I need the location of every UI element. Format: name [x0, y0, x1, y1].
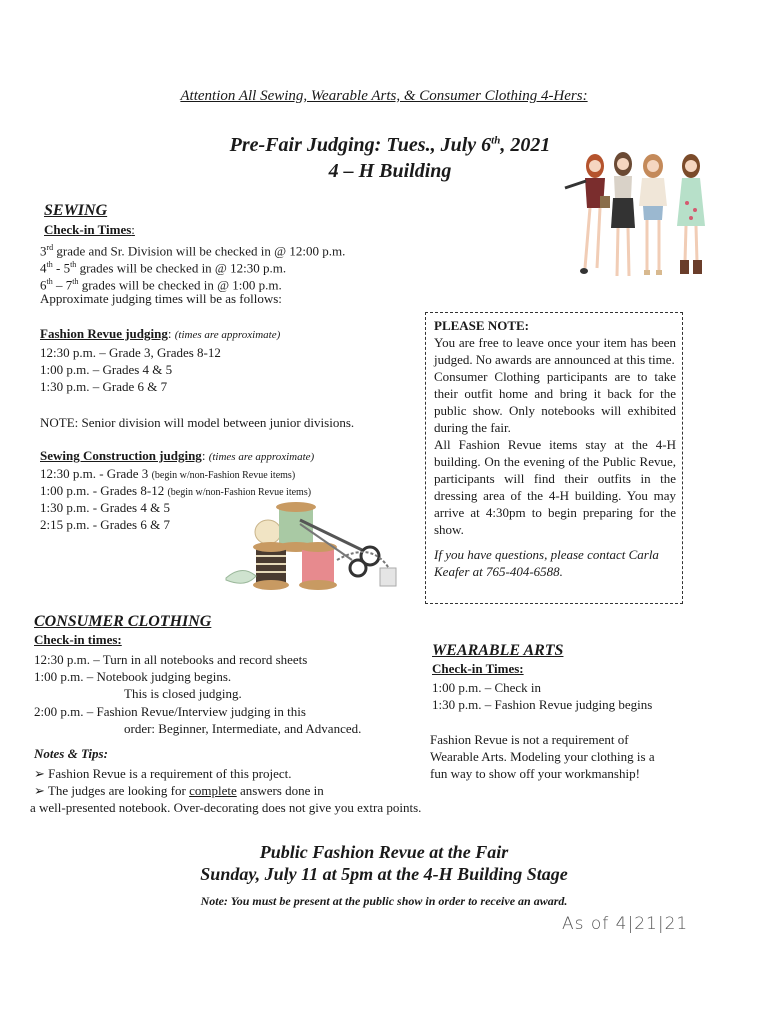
- notes-tips-heading: Notes & Tips:: [34, 746, 108, 761]
- please-note-title: PLEASE NOTE:: [434, 318, 529, 333]
- construction-heading: Sewing Construction judging: (times are approximate): [40, 448, 315, 463]
- fashion-revue-heading: Fashion Revue judging: (times are approximate): [40, 326, 281, 341]
- fashion-figure-2: [600, 152, 635, 276]
- wearable-para-line: fun way to show off your workmanship!: [430, 766, 640, 781]
- consumer-line: 1:00 p.m. – Notebook judging begins.: [34, 669, 232, 684]
- please-note-contact: If you have questions, please contact Carla Keafer at 765-404-6588.: [434, 547, 659, 579]
- consumer-line: This is closed judging.: [124, 686, 242, 701]
- consumer-line: order: Beginner, Intermediate, and Advanced.: [124, 721, 362, 736]
- construction-time-line: 1:30 p.m. - Grades 4 & 5: [40, 500, 170, 515]
- construction-time-line: 12:30 p.m. - Grade 3 (begin w/non-Fashion Revue items): [40, 466, 296, 481]
- wearable-para-line: Fashion Revue is not a requirement of: [430, 732, 629, 747]
- attention-heading: Attention All Sewing, Wearable Arts, & Consumer Clothing 4-Hers:: [180, 88, 588, 104]
- page-title: Pre-Fair Judging: Tues., July 6th, 2021: [229, 134, 551, 156]
- sewing-checkin-line: 6th – 7th grades will be checked in @ 1:00 p.m.: [40, 277, 282, 293]
- please-note-p3: All Fashion Revue items stay at the 4-H building. On the evening of the Public Revue, participants will find their outfits in the dressing area of the 4-H building. You may arrive at 4:30pm to begin preparing for the show.: [434, 437, 676, 537]
- thread-spools-scissors-illustration: [222, 500, 412, 595]
- fashion-time-line: 12:30 p.m. – Grade 3, Grades 8-12: [40, 345, 221, 360]
- construction-time-line: 2:15 p.m. - Grades 6 & 7: [40, 517, 170, 532]
- page-subtitle: 4 – H Building: [328, 160, 452, 182]
- tip-line: ➢ Fashion Revue is a requirement of this project.: [34, 766, 292, 781]
- wearable-para-line: Wearable Arts. Modeling your clothing is a: [430, 749, 655, 764]
- consumer-heading: CONSUMER CLOTHING: [34, 613, 212, 630]
- bullet-arrow-icon: ➢: [34, 783, 45, 798]
- wearable-line: 1:30 p.m. – Fashion Revue judging begins: [432, 697, 653, 712]
- fashion-time-line: 1:30 p.m. – Grade 6 & 7: [40, 379, 168, 394]
- fashion-figure-4: [677, 154, 705, 274]
- sewing-checkin-line: 4th - 5th grades will be checked in @ 12:30 p.m.: [40, 260, 287, 276]
- tip-line-continued: a well-presented notebook. Over-decorating does not give you extra points.: [30, 800, 422, 815]
- sewing-checkin-heading: Check-in Times:: [44, 222, 135, 237]
- construction-time-line: 1:00 p.m. - Grades 8-12 (begin w/non-Fashion Revue items): [40, 483, 312, 498]
- tip-line: ➢ The judges are looking for complete answers done in: [34, 783, 324, 798]
- public-revue-note: Note: You must be present at the public show in order to receive an award.: [200, 894, 568, 908]
- wearable-checkin-heading: Check-in Times:: [432, 661, 524, 676]
- consumer-line: 2:00 p.m. – Fashion Revue/Interview judging in this: [34, 704, 306, 719]
- please-note-box: [425, 312, 683, 604]
- striped-spool: [253, 542, 289, 590]
- consumer-checkin-heading: Check-in times:: [34, 632, 122, 647]
- fashion-figures-illustration: [555, 148, 715, 288]
- please-note-p1: You are free to leave once your item has been judged. No awards are announced at this time.: [434, 335, 676, 367]
- sewing-heading: SEWING: [44, 202, 108, 219]
- fashion-figure-1: [565, 154, 605, 274]
- wearable-line: 1:00 p.m. – Check in: [432, 680, 542, 695]
- public-revue-when: Sunday, July 11 at 5pm at the 4-H Building Stage: [200, 864, 568, 884]
- as-of-date: As of 4|21|21: [562, 914, 689, 934]
- senior-division-note: NOTE: Senior division will model between junior divisions.: [40, 415, 355, 430]
- sewing-approx-note: Approximate judging times will be as follows:: [40, 291, 282, 306]
- consumer-line: 12:30 p.m. – Turn in all notebooks and record sheets: [34, 652, 308, 667]
- sewing-checkin-line: 3rd grade and Sr. Division will be checked in @ 12:00 p.m.: [40, 243, 346, 259]
- public-revue-title: Public Fashion Revue at the Fair: [259, 842, 509, 862]
- fashion-figure-3: [639, 154, 667, 275]
- bullet-arrow-icon: ➢: [34, 766, 45, 781]
- fashion-time-line: 1:00 p.m. – Grades 4 & 5: [40, 362, 173, 377]
- please-note-p2: Consumer Clothing participants are to take their outfit home and bring it back for the public show. Only notebooks will exhibited during the fair.: [434, 369, 676, 435]
- pink-spool: [299, 542, 337, 590]
- wearable-heading: WEARABLE ARTS: [432, 642, 564, 659]
